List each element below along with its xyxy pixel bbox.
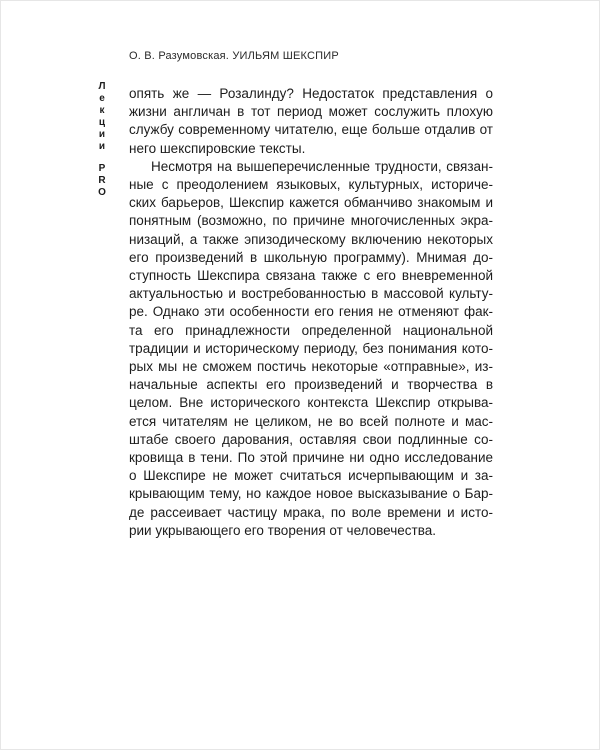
text-line: целом. Вне исторического контекста Шекспир открыва- [129, 395, 493, 411]
sidebar-group [94, 81, 110, 153]
sidebar-letter: Л [98, 81, 106, 92]
text-line: опять же — Розалинду? Недостаток представления о [129, 86, 493, 101]
paragraph [129, 158, 493, 540]
text-line: его произведений в школьную программу). Мнимая до- [129, 249, 493, 265]
sidebar-letter: е [99, 93, 105, 104]
text-line: низаций, а также эпизодическому включению некоторых [129, 231, 493, 247]
text-line: ских барьеров, Шекспир кажется обманчиво знакомым и [129, 195, 493, 211]
text-line: та его принадлежности определенной национальной [129, 322, 493, 338]
text-line: ре. Однако эти особенности его гения не отменяют фак- [129, 304, 493, 320]
sidebar-letter: к [99, 105, 105, 116]
running-header: О. В. Разумовская. УИЛЬЯМ ШЕКСПИР [129, 50, 339, 62]
body-text [129, 85, 493, 540]
sidebar-letter: P [98, 163, 106, 174]
text-line: начальные аспекты его произведений и творчества в [129, 377, 493, 393]
text-line: ные с преодолением языковых, культурных, историче- [129, 177, 493, 193]
text-line: службу современному читателю, еще больше отдалив от [129, 122, 493, 138]
text-line: Несмотря на вышеперечисленные трудности, связан- [151, 158, 493, 174]
text-line: понятным (возможно, по причине многочисленных экра- [129, 213, 493, 229]
text-line: рии укрывающего его творения от человечества. [129, 522, 436, 538]
sidebar-letter: R [98, 175, 106, 186]
text-line: традиции и историческому периоду, без понимания кото- [129, 340, 493, 356]
sidebar-letter: O [98, 187, 106, 198]
text-line: жизни англичан в тот период может сослужить плохую [129, 104, 493, 120]
sidebar-group [94, 163, 110, 199]
sidebar-letter: и [98, 141, 106, 152]
text-line: ется читателям не целиком, не во всей полноте и мас- [129, 413, 493, 429]
text-line: штабе своего дарования, оставляя свои подлинные со- [129, 431, 493, 447]
text-line: рых мы не сможем постичь некоторые «отправные», из- [129, 359, 493, 375]
text-line: де рассеивает частицу мрака, по воле времени и исто- [129, 504, 493, 520]
text-line: кровища в тени. По этой причине ни одно исследование [129, 450, 493, 466]
sidebar-letter: и [98, 129, 106, 140]
sidebar-letter: ц [98, 117, 106, 128]
sidebar-vertical-label [94, 81, 110, 199]
text-line: актуальностью и востребованностью в массовой культу- [129, 286, 493, 302]
text-line: ступность Шекспира связана также с его вневременной [129, 268, 493, 284]
text-line: него шекспировские тексты. [129, 140, 306, 156]
text-line: крывающим тему, но каждое новое высказывание о Бар- [129, 486, 493, 502]
text-line: о Шекспире не может считаться исчерпывающим и за- [129, 468, 493, 484]
paragraph [129, 85, 493, 158]
